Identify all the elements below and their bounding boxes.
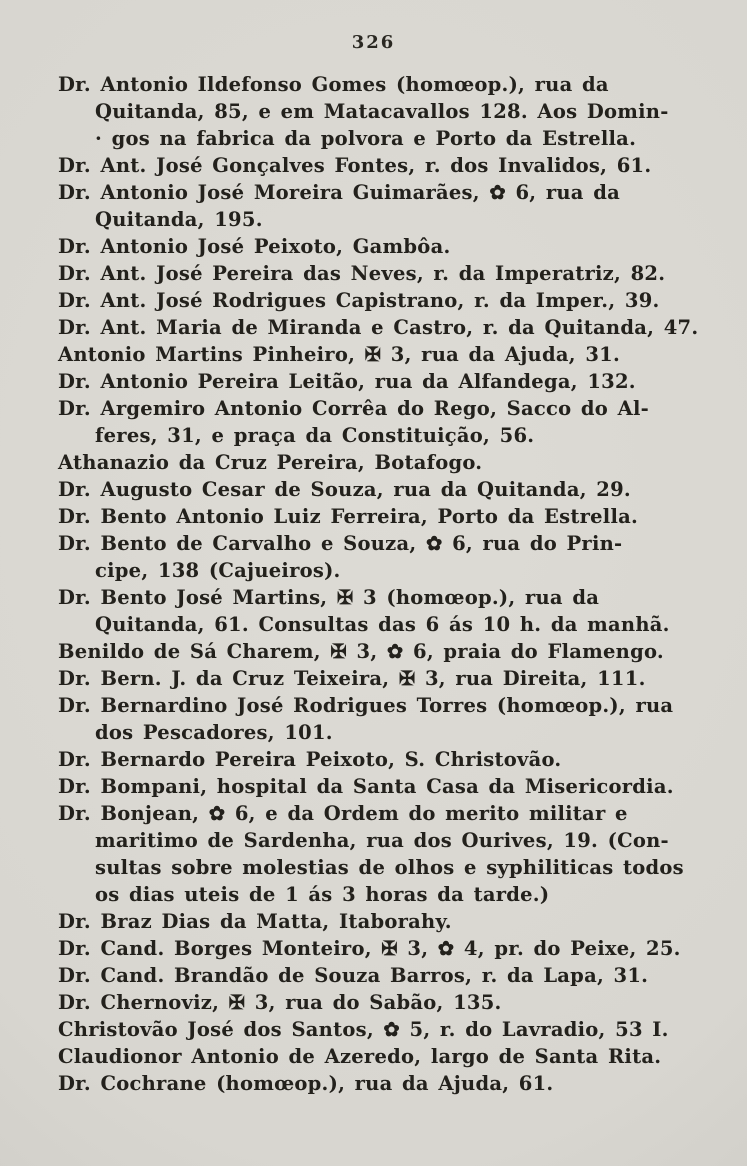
- entry-first-line: Dr. Bento Antonio Luiz Ferreira, Porto da Estrella.: [58, 505, 639, 528]
- entry-first-line: Benildo de Sá Charem, ✠ 3, ✿ 6, praia do Flamengo.: [58, 640, 664, 663]
- entry-first-line: Dr. Ant. José Gonçalves Fontes, r. dos Invalidos, 61.: [58, 154, 652, 177]
- entry-first-line: Dr. Cochrane (homœop.), rua da Ajuda, 61.: [58, 1072, 554, 1095]
- entry-first-line: Dr. Bento José Martins, ✠ 3 (homœop.), rua da: [58, 586, 600, 609]
- entry-first-line: Dr. Bonjean, ✿ 6, e da Ordem do merito militar e: [58, 802, 628, 825]
- entry-first-line: Claudionor Antonio de Azeredo, largo de Santa Rita.: [58, 1045, 662, 1068]
- directory-entry: [58, 692, 697, 746]
- directory-entry: [58, 1070, 697, 1097]
- directory-entry: [58, 341, 697, 368]
- entry-first-line: Christovão José dos Santos, ✿ 5, r. do Lavradio, 53 I.: [58, 1018, 669, 1041]
- entry-first-line: Dr. Bompani, hospital da Santa Casa da Misericordia.: [58, 775, 674, 798]
- entry-continuation-line: Quitanda, 85, e em Matacavallos 128. Aos Domin-: [95, 100, 669, 123]
- entry-first-line: Dr. Braz Dias da Matta, Itaborahy.: [58, 910, 452, 933]
- directory-entry: [58, 152, 697, 179]
- entry-first-line: Dr. Antonio José Moreira Guimarães, ✿ 6, rua da: [58, 181, 621, 204]
- directory-entry: [58, 935, 697, 962]
- directory-entry: [58, 395, 697, 449]
- directory-entry: [58, 314, 697, 341]
- entry-first-line: Dr. Bernardino José Rodrigues Torres (homœop.), rua: [58, 694, 674, 717]
- directory-entry: [58, 746, 697, 773]
- entry-first-line: Dr. Bento de Carvalho e Souza, ✿ 6, rua do Prin-: [58, 532, 623, 555]
- entry-continuation-line: sultas sobre molestias de olhos e syphiliticas todos: [95, 856, 684, 879]
- entry-first-line: Antonio Martins Pinheiro, ✠ 3, rua da Ajuda, 31.: [58, 343, 620, 366]
- directory-entry: [58, 530, 697, 584]
- entry-continuation-line: cipe, 138 (Cajueiros).: [95, 559, 341, 582]
- entry-first-line: Dr. Antonio Ildefonso Gomes (homœop.), rua da: [58, 73, 609, 96]
- entry-first-line: Dr. Ant. Maria de Miranda e Castro, r. da Quitanda, 47.: [58, 316, 699, 339]
- entry-first-line: Dr. Chernoviz, ✠ 3, rua do Sabão, 135.: [58, 991, 502, 1014]
- entry-continuation-line: feres, 31, e praça da Constituição, 56.: [95, 424, 535, 447]
- entry-continuation-line: · gos na fabrica da polvora e Porto da Estrella.: [95, 127, 637, 150]
- directory-entry: [58, 800, 697, 908]
- directory-entry: [58, 179, 697, 233]
- entry-continuation-line: Quitanda, 195.: [95, 208, 263, 231]
- entry-first-line: Dr. Cand. Borges Monteiro, ✠ 3, ✿ 4, pr. do Peixe, 25.: [58, 937, 681, 960]
- entry-first-line: Dr. Antonio Pereira Leitão, rua da Alfandega, 132.: [58, 370, 636, 393]
- directory-entry: [58, 665, 697, 692]
- entry-first-line: Athanazio da Cruz Pereira, Botafogo.: [58, 451, 483, 474]
- directory-entry: [58, 989, 697, 1016]
- directory-entry: [58, 584, 697, 638]
- entry-first-line: Dr. Ant. José Pereira das Neves, r. da Imperatriz, 82.: [58, 262, 666, 285]
- directory-entry: [58, 503, 697, 530]
- directory-entry: [58, 773, 697, 800]
- entry-continuation-line: dos Pescadores, 101.: [95, 721, 333, 744]
- directory-entry: [58, 1016, 697, 1043]
- directory-entry: [58, 962, 697, 989]
- directory-entry: [58, 287, 697, 314]
- directory-entry: [58, 1043, 697, 1070]
- directory-entry: [58, 908, 697, 935]
- entry-first-line: Dr. Augusto Cesar de Souza, rua da Quitanda, 29.: [58, 478, 631, 501]
- page-number: 326: [351, 32, 396, 53]
- entry-list: [58, 71, 697, 1097]
- directory-entry: [58, 476, 697, 503]
- directory-entry: [58, 638, 697, 665]
- directory-entry: [58, 449, 697, 476]
- directory-entry: [58, 233, 697, 260]
- entry-continuation-line: maritimo de Sardenha, rua dos Ourives, 19. (Con-: [95, 829, 669, 852]
- entry-first-line: Dr. Argemiro Antonio Corrêa do Rego, Sacco do Al-: [58, 397, 649, 420]
- entry-first-line: Dr. Ant. José Rodrigues Capistrano, r. da Imper., 39.: [58, 289, 660, 312]
- entry-first-line: Dr. Cand. Brandão de Souza Barros, r. da Lapa, 31.: [58, 964, 649, 987]
- directory-entry: [58, 368, 697, 395]
- entry-first-line: Dr. Bernardo Pereira Peixoto, S. Christovão.: [58, 748, 562, 771]
- directory-entry: [58, 260, 697, 287]
- entry-continuation-line: Quitanda, 61. Consultas das 6 ás 10 h. da manhã.: [95, 613, 670, 636]
- entry-first-line: Dr. Antonio José Peixoto, Gambôa.: [58, 235, 451, 258]
- entry-continuation-line: os dias uteis de 1 ás 3 horas da tarde.): [95, 883, 550, 906]
- directory-entry: [58, 71, 697, 152]
- entry-first-line: Dr. Bern. J. da Cruz Teixeira, ✠ 3, rua Direita, 111.: [58, 667, 646, 690]
